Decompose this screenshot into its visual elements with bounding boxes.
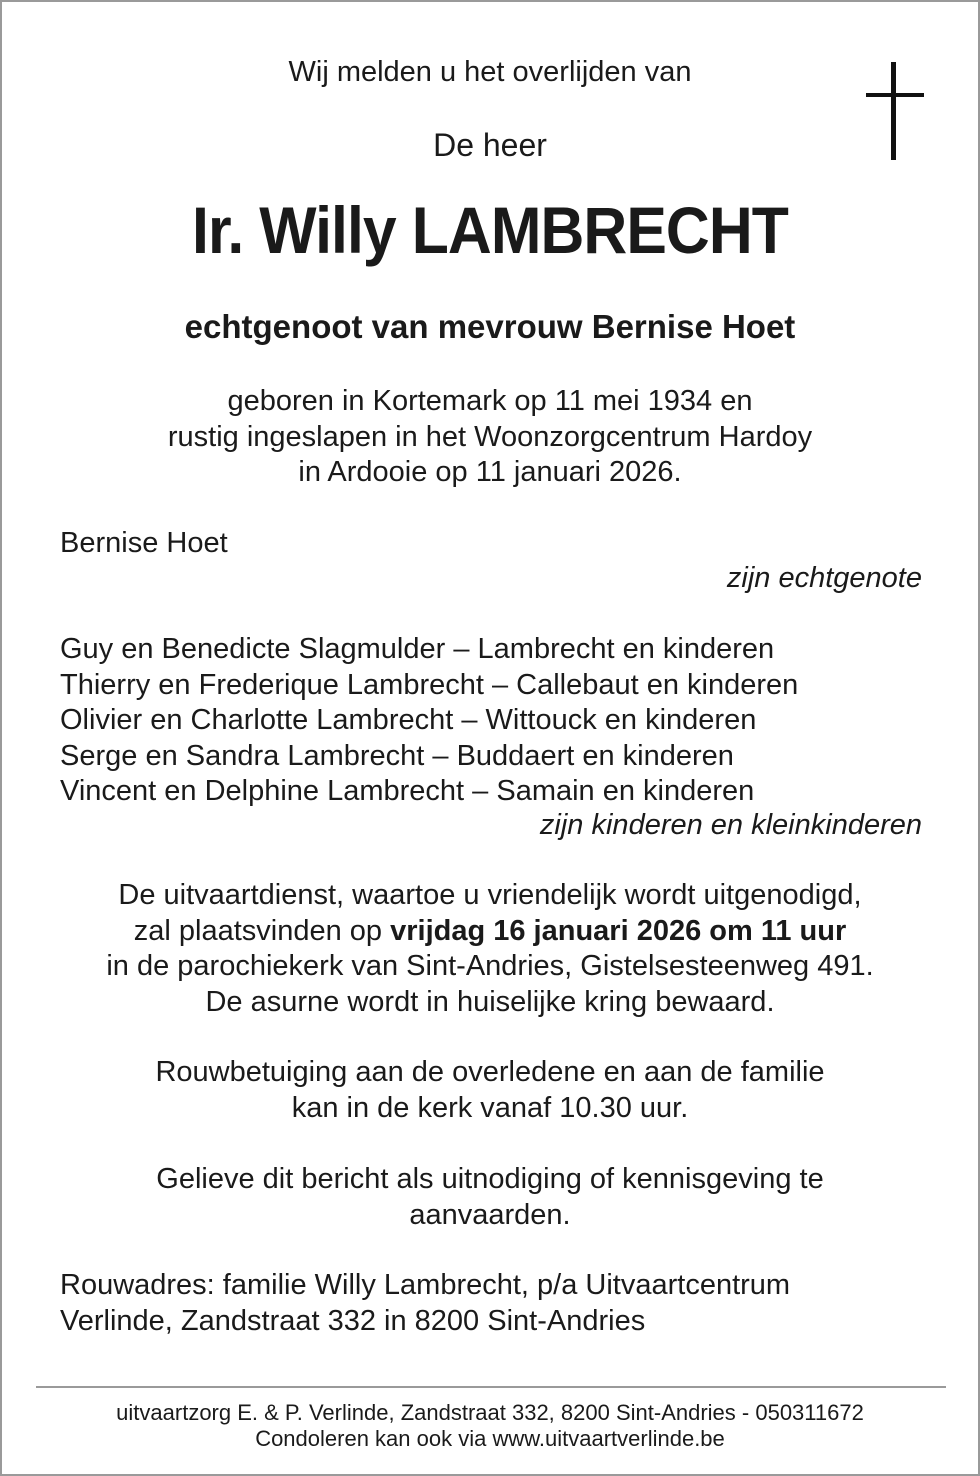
bio-line: in Ardooie op 11 januari 2026. bbox=[298, 456, 682, 488]
list-item: Thierry en Frederique Lambrecht – Callebaut en kinderen bbox=[60, 668, 799, 701]
mourning-address bbox=[60, 1268, 790, 1339]
children-list bbox=[60, 632, 798, 810]
list-item: Olivier en Charlotte Lambrecht – Wittouck en kinderen bbox=[60, 704, 757, 736]
intro-text: Wij melden u het overlijden van bbox=[288, 56, 692, 88]
bio-line: geboren in Kortemark op 11 mei 1934 en bbox=[227, 385, 753, 417]
list-item: Vincent en Delphine Lambrecht – Samain en kinderen bbox=[60, 775, 755, 807]
service-details bbox=[2, 878, 978, 1020]
condolence-info bbox=[2, 1055, 978, 1126]
service-line: De asurne wordt in huiselijke kring bewaard. bbox=[205, 985, 775, 1018]
list-item: Guy en Benedicte Slagmulder – Lambrecht en kinderen bbox=[60, 633, 775, 665]
service-line: De uitvaartdienst, waartoe u vriendelijk wordt uitgenodigd, bbox=[118, 879, 862, 911]
title-prefix: De heer bbox=[433, 127, 547, 163]
spouse-relation: echtgenoot van mevrouw Bernise Hoet bbox=[184, 308, 796, 345]
spouse-role: zijn echtgenote bbox=[726, 562, 922, 594]
address-line: Verlinde, Zandstraat 332 in 8200 Sint-Andries bbox=[60, 1304, 646, 1337]
divider bbox=[36, 1386, 946, 1388]
request-line: Gelieve dit bericht als uitnodiging of kennisgeving te bbox=[156, 1163, 824, 1195]
children-role: zijn kinderen en kleinkinderen bbox=[539, 809, 922, 841]
service-line: in de parochiekerk van Sint-Andries, Gistelsesteenweg 491. bbox=[106, 950, 874, 982]
request-line: aanvaarden. bbox=[409, 1198, 571, 1231]
address-line: Rouwadres: familie Willy Lambrecht, p/a Uitvaartcentrum bbox=[60, 1269, 791, 1301]
service-date: vrijdag 16 januari 2026 om 11 uur bbox=[390, 914, 847, 947]
biography bbox=[2, 384, 978, 491]
condolence-website: Condoleren kan ook via www.uitvaartverlinde.be bbox=[255, 1426, 725, 1451]
service-text: zal plaatsvinden op bbox=[133, 914, 391, 947]
funeral-home-info: uitvaartzorg E. & P. Verlinde, Zandstraat 332, 8200 Sint-Andries - 050311672 bbox=[116, 1400, 864, 1425]
condolence-line: Rouwbetuiging aan de overledene en aan de familie bbox=[155, 1056, 825, 1088]
deceased-name: Ir. Willy LAMBRECHT bbox=[192, 193, 788, 267]
condolence-line: kan in de kerk vanaf 10.30 uur. bbox=[291, 1091, 689, 1124]
spouse-name: Bernise Hoet bbox=[60, 527, 228, 559]
request-text bbox=[2, 1162, 978, 1233]
bio-line: rustig ingeslapen in het Woonzorgcentrum Hardoy bbox=[167, 420, 813, 453]
list-item: Serge en Sandra Lambrecht – Buddaert en kinderen bbox=[60, 739, 734, 772]
service-line bbox=[2, 914, 978, 950]
